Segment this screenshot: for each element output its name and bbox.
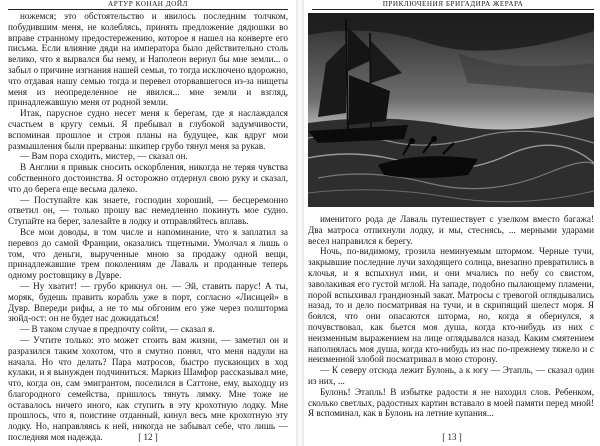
paragraph: — Вам пора сходить, мистер, — сказал он. [20,151,188,162]
page-number-right: [ 13 ] [442,432,462,442]
paragraph: — К северу отсюда лежит Булонь, а к югу — Этапль, — сказал один из них, ... [308,365,594,386]
paragraph: — В таком случае я предпочту сойти, — сказал я. [20,324,215,335]
left-page-text [8,11,288,443]
left-page [0,0,296,446]
running-head-left: АРТУР КОНАН ДОЙЛ [8,0,288,10]
right-page [304,0,600,446]
paragraph: В Англии я привык сносить оскорбления, никогда не теряя чувства собственного достоинства. Я осторожно отдернул свою руку и сказал, что до берега еще весьма далеко. [8,162,288,194]
paragraph: Все мои доводы, в том числе и напоминание, что я заплатил за перевоз до самой Франции, оказались тщетными. Умолчал я лишь о том, что деньги, вырученные мною за продажу одной вещи, принадлежавшие трем поколениям де Лаваль и проданные теперь одному ростовщику в Дувре. [8,226,288,281]
paragraph: — Учтите только: это может стоить вам жизни, — заметил он и разразился таким хохотом, что я смутно понял, что меня надули на начала. Но что делать? Пара матросов, быстро пускающих в ход кулаки, и я вынужден подчиниться. Маркиз Шамфор рассказывал мне, что, когда он, сам эмигрантом, поселился в Саттоне, ему, выходцу из благородного семейства, пришлось тянуть лямку. Мне тоже не оставалось ничего иного, как ступить в эту крохотную лодку. Мне прошлось, что я, поистине отданный, кинул весь мне крохотную эту лодку. Но, направляясь к ней, никогда не забывал себе, что лишь — последняя моя надежда. [8,334,288,443]
paragraph: Ночь, по-видимому, грозила неминуемым штормом. Черные тучи, закрывшие последние лучи заходящего солнца, внезапно превратились в клочья, и я вспыхнул ими, и они мчались по небу со свистом, заволакивая его густой мглой. На западе, подобно пылающему пламени, порой вспыхивал грандиозный закат. Матросы с тревогой оглядывались назад, то и дело посматривая на тучи, и в скрипящий шелест моря. Я боялся, что они опасаются шторма, но, когда я обернулся, я почувствовал, как бьется моя душа, когда кто-нибудь из них с неизменным выражением на лице оглядывался назад. Каким смятением наполнялась моя душа, когда кто-нибудь из нас по-прежнему тяжело и с неизменной злобой посматривал в мою сторону. [308,246,594,365]
paragraph: Булонь! Этапль! В избытке радости я не находил слов. Ребенком, сколько светлых, радостных картин вставало в моей памяти перед мной! Я вспоминал, как в Булонь на летние купания... [308,386,594,419]
paragraph: Итак, парусное судно несет меня к берегам, где я наслаждался счастьем в кругу семьи. Я пребывал в глубокой задумчивости, вспоминая прошлое и строя планы на будущее, как вдруг мои размышления были прерваны: шкипер грубо тянул меня за рукав. [8,108,288,151]
ship-illustration [308,13,594,207]
paragraph: ножемся; это обстоятельство и явилось последним толчком, побудившим меня, не колеблясь, принять предложение дядюшки во вправе странному предостережению, которое я нашел на конверте его письма. Если влияние дяди на императора было действительно столь велико, что я вырвался бы нему, и Наполеон вернул бы мне земли... о забыл о причине изгнания нашей семьи, то тогда исключено вдорожно, что отдавая нашу семью тогда и перевел оторвавшегося из-за нищеты меня из неопределенное не явился... мне земли и взгляд, принадлежавшую меня от родной земли. [8,11,288,108]
ship-illustration-image [308,13,594,207]
paragraph: — Ну хватит! — грубо крикнул он. — Эй, ставить парус! А ты, моряк, будешь править корабль уже в порт, согласно «Лисицей» в Дувр. Впереди рифы, а не то мы обгоним его уже через полшторма зюйд-ост: он не будет нас дожидаться! [8,280,288,324]
running-head-right: ПРИКЛЮЧЕНИЯ БРИГАДИРА ЖЕРАРА [312,0,594,10]
paragraph: — Поступайте как знаете, господин хороший, — бесцеремонно ответил он, — только прошу вас немедленно покинуть мое судно. Ступайте на берег, залезайте в лодку и отправляйтесь вплавь. [8,194,288,227]
book-gutter [296,0,304,446]
paragraph: именитого рода де Лаваль путешествует с узелком вместо багажа! Два матроса отпихнули лодку, и мы, стеснясь, ... мерными ударами весел направился к берегу. [308,214,594,246]
right-page-text [308,214,594,419]
page-number-left: [ 12 ] [138,432,158,442]
